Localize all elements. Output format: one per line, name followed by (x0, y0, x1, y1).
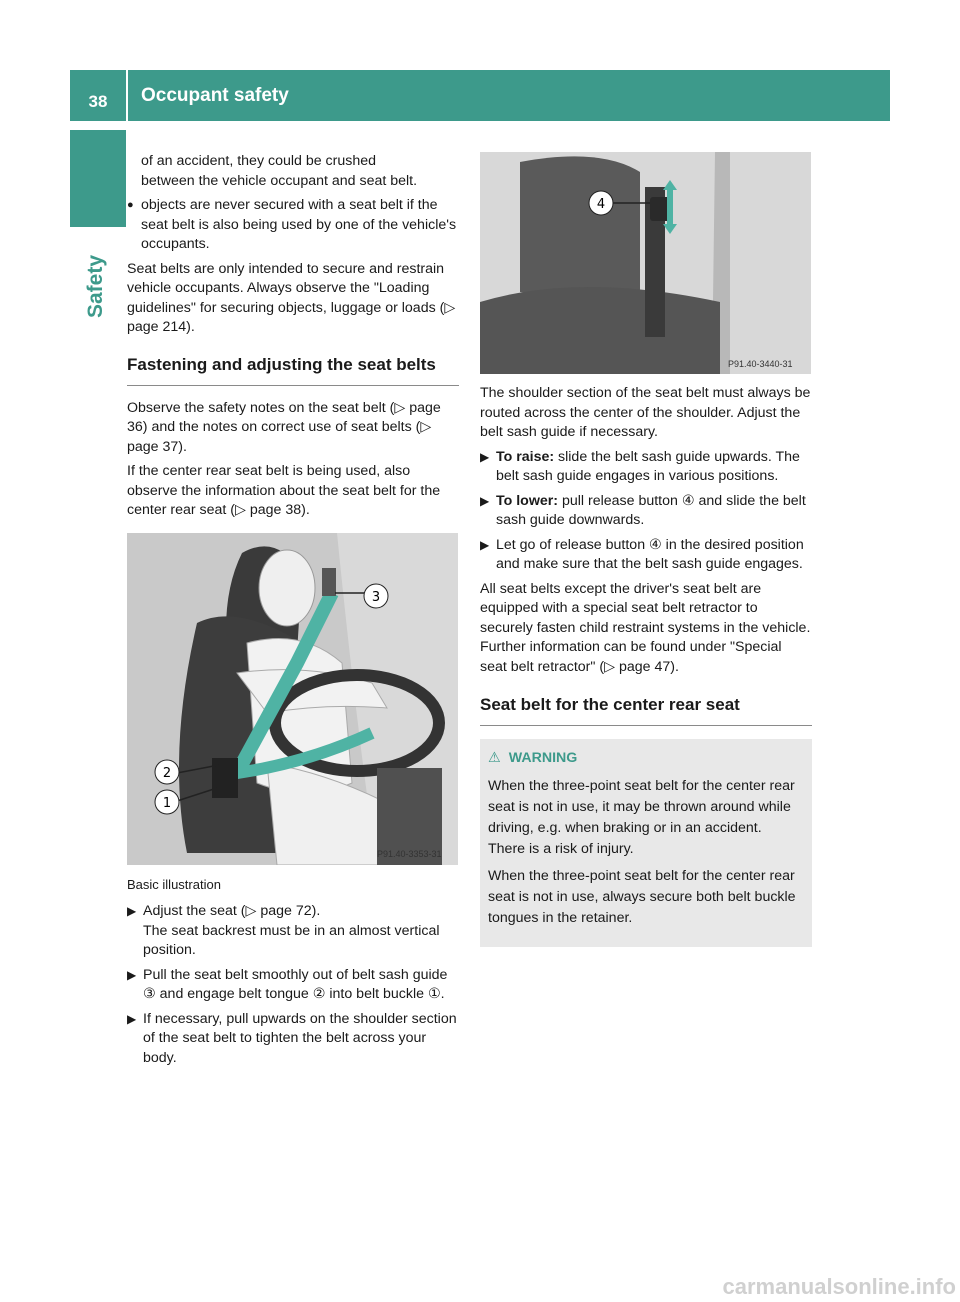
step-item (127, 966, 459, 1005)
figure-code: P91.40-3353-31 (377, 848, 442, 859)
figure-code: P91.40-3440-31 (728, 359, 793, 369)
warning-text: When the three-point seat belt for the center rear seat is not in use, it may be thrown around while driving, e.g. when braking or in an accident. There is a risk of injury. (488, 777, 795, 857)
step-item (480, 492, 812, 531)
section-title: Occupant safety (141, 85, 289, 106)
step-text: Let go of release button ④ in the desired position and make sure that the belt sash guide engages. (496, 536, 804, 572)
step-arrow-icon: ▶ (480, 493, 490, 508)
step-arrow-icon: ▶ (480, 449, 490, 464)
bullet-icon: ● (127, 199, 134, 211)
seat-belt-illustration (127, 533, 458, 865)
paragraph: Observe the safety notes on the seat belt (▷ page 36) and the notes on correct use of seat belts (▷ page 37). (127, 399, 441, 455)
warning-box (480, 739, 812, 947)
callout-4: 4 (596, 197, 606, 212)
step-item (127, 1010, 459, 1069)
side-tab-label: Safety (84, 254, 107, 318)
header-separator (126, 70, 128, 121)
heading-center-rear-seat: Seat belt for the center rear seat (480, 694, 812, 726)
step-text: pull release button ④ and slide the belt sash guide downwards. (496, 492, 806, 528)
callout-1: 1 (162, 795, 172, 811)
warning-triangle-icon: ⚠ (488, 750, 501, 766)
warning-title-text: WARNING (508, 750, 578, 766)
step-arrow-icon: ▶ (127, 904, 137, 918)
bullet-text: objects are never secured with a seat belt if the seat belt is also being used by one of the vehicle's occupants. (141, 197, 457, 252)
step-arrow-icon: ▶ (127, 1011, 137, 1026)
callout-3: 3 (371, 589, 381, 605)
paragraph: The shoulder section of the seat belt must always be routed across the center of the shoulder. Adjust the belt sash guide if necessary. (480, 385, 811, 440)
page-number: 38 (88, 91, 108, 111)
step-text: slide the belt sash guide upwards. The belt sash guide engages in various positions. (496, 448, 800, 484)
warning-text: When the three-point seat belt for the center rear seat is not in use, always secure both belt buckle tongues in the retainer. (488, 867, 796, 926)
paragraph: If the center rear seat belt is being used, also observe the information about the seat belt for the center rear seat (▷ page 38). (127, 463, 441, 518)
step-text: Adjust the seat (▷ page 72). (143, 903, 321, 919)
paragraph: All seat belts except the driver's seat belt are equipped with a special seat belt retractor to securely fasten child restraint systems in the vehicle. Further information can be found under "Special seat belt retractor" (▷ page 47). (480, 580, 811, 675)
figure-caption: Basic illustration (127, 876, 221, 892)
belt-guide-illustration (480, 152, 811, 374)
list-item (127, 196, 459, 255)
continued-line-1: of an accident, they could be crushed (141, 153, 377, 169)
belt-guide-figure (480, 152, 811, 374)
step-label: To lower: (496, 492, 559, 509)
side-tab-block (70, 130, 126, 227)
step-label: To raise: (496, 448, 555, 465)
heading-fastening: Fastening and adjusting the seat belts (127, 354, 459, 386)
step-arrow-icon: ▶ (480, 537, 490, 552)
left-column (127, 152, 459, 1073)
warning-title (488, 749, 800, 769)
step-text: Pull the seat belt smoothly out of belt sash guide ③ and engage belt tongue ② into belt buckle ①. (143, 966, 448, 1002)
footer-watermark: carmanualsonline.info (722, 1273, 956, 1299)
continued-line-2: between the vehicle occupant and seat belt. (141, 172, 418, 189)
step-item (480, 536, 812, 575)
step-text-2: The seat backrest must be in an almost vertical position. (143, 922, 440, 958)
step-text: If necessary, pull upwards on the shoulder section of the seat belt to tighten the belt across your body. (143, 1010, 457, 1066)
paragraph: Seat belts are only intended to secure and restrain vehicle occupants. Always observe the "Loading guidelines" for securing objects, luggage or loads (▷ page 214). (127, 260, 456, 335)
step-item (480, 448, 812, 487)
callout-2: 2 (162, 765, 172, 781)
step-item (127, 902, 459, 961)
step-arrow-icon: ▶ (127, 967, 137, 982)
right-column (480, 152, 812, 947)
seat-belt-figure (127, 533, 458, 865)
continued-text (127, 152, 459, 191)
